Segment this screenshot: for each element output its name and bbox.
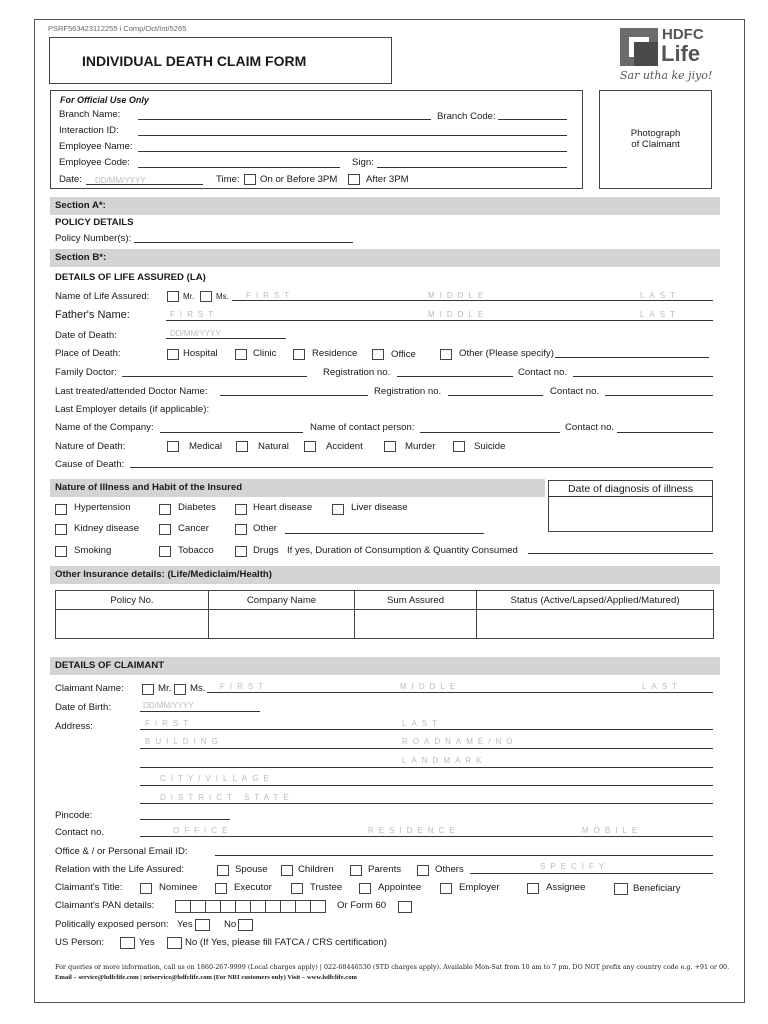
appointee-label: Appointee: [378, 882, 422, 893]
suicide-label: Suicide: [474, 441, 506, 452]
pan-box[interactable]: [265, 900, 280, 913]
clinic-checkbox[interactable]: [235, 349, 247, 360]
us-person-label: US Person:: [55, 937, 105, 948]
before-3pm-label: On or Before 3PM: [260, 174, 338, 185]
employee-code-label: Employee Code:: [59, 157, 130, 168]
contact-office-ph: OFFICE: [173, 826, 233, 835]
claimant-name-field[interactable]: [207, 692, 713, 693]
address-line-2[interactable]: [140, 748, 713, 749]
drugs-checkbox[interactable]: [235, 546, 247, 557]
other-place-field[interactable]: [555, 357, 709, 358]
claimant-mr-label: Mr.: [158, 683, 172, 694]
executor-checkbox[interactable]: [215, 883, 227, 894]
la-ms-label: Ms.: [216, 292, 229, 301]
interaction-id-field[interactable]: [138, 135, 567, 136]
insurance-bar: [50, 566, 720, 584]
spouse-label: Spouse: [235, 864, 268, 875]
pan-boxes: [175, 900, 326, 913]
company-contact-label: Contact no.: [565, 422, 615, 433]
claimant-dob-field[interactable]: [140, 711, 260, 712]
employee-code-field[interactable]: [138, 167, 340, 168]
landmark-ph: LANDMARK: [402, 756, 487, 765]
employee-name-field[interactable]: [138, 151, 567, 152]
pan-box[interactable]: [235, 900, 250, 913]
section-a-bar: [50, 197, 720, 215]
footer-contact: For queries or more information, call us on 1860-267-9999 (Local charges apply) | 022-68446530 (STD charges apply). Available Mon-Sat from 10 am to 7 pm. DO NOT prefix any country code e.g. +91 or 00.: [55, 963, 730, 971]
road-ph: ROADNAME/NO: [402, 737, 518, 746]
section-a-title: Section A*:: [55, 200, 106, 211]
father-last-ph: LAST: [640, 310, 681, 319]
address-line-5[interactable]: [140, 803, 713, 804]
smoking-label: Smoking: [74, 545, 112, 556]
policy-no-cell[interactable]: [56, 610, 209, 639]
official-heading: For Official Use Only: [60, 95, 149, 105]
form-title: INDIVIDUAL DEATH CLAIM FORM: [82, 53, 307, 69]
hospital-checkbox[interactable]: [167, 349, 179, 360]
contact-residence-ph: RESIDENCE: [368, 826, 460, 835]
us-yes-label: Yes: [139, 937, 155, 948]
pan-box[interactable]: [250, 900, 265, 913]
specify-ph: SPECIFY: [540, 862, 610, 871]
other-illness-label: Other: [253, 523, 277, 534]
employer-label: Employer: [459, 882, 500, 893]
contact-person-label: Name of contact person:: [310, 422, 415, 433]
residence-checkbox[interactable]: [293, 349, 305, 360]
kidney-checkbox[interactable]: [55, 524, 67, 535]
duration-field[interactable]: [528, 553, 713, 554]
life-assured-heading: DETAILS OF LIFE ASSURED (LA): [55, 272, 206, 283]
pan-box[interactable]: [280, 900, 295, 913]
address-line-3[interactable]: [140, 767, 713, 768]
city-ph: CITY/VILLAGE: [160, 774, 274, 783]
assignee-label: Assignee: [546, 882, 586, 893]
claimant-last-ph: LAST: [642, 682, 683, 691]
district-ph: DISTRICT STATE: [160, 793, 294, 802]
col-status: Status (Active/Lapsed/Applied/Matured): [477, 591, 714, 610]
address-line-4[interactable]: [140, 785, 713, 786]
employer-label: Last Employer details (if applicable):: [55, 404, 210, 415]
pan-box[interactable]: [205, 900, 220, 913]
building-ph: BUILDING: [145, 737, 223, 746]
before-3pm-checkbox[interactable]: [244, 174, 256, 185]
other-illness-checkbox[interactable]: [235, 524, 247, 535]
pan-box[interactable]: [190, 900, 205, 913]
dod-label: Date of Death:: [55, 330, 117, 341]
claimant-dob-placeholder: DD/MM/YYYY: [143, 701, 194, 710]
suicide-checkbox[interactable]: [453, 441, 465, 452]
photo-label-2: of Claimant: [631, 139, 680, 150]
after-3pm-checkbox[interactable]: [348, 174, 360, 185]
last-doctor-field[interactable]: [220, 395, 368, 396]
contact-mobile-ph: MOBILE: [582, 826, 643, 835]
after-3pm-label: After 3PM: [366, 174, 409, 185]
assignee-checkbox[interactable]: [527, 883, 539, 894]
relation-label: Relation with the Life Assured:: [55, 864, 185, 875]
claimant-mr-checkbox[interactable]: [142, 684, 154, 695]
la-name-field[interactable]: [232, 300, 713, 301]
pep-no-label: No: [224, 919, 237, 930]
addr-last-ph: LAST: [402, 719, 443, 728]
insurance-title: Other Insurance details: (Life/Mediclaim/Health): [55, 569, 272, 580]
heart-label: Heart disease: [253, 502, 313, 513]
employee-name-label: Employee Name:: [59, 141, 133, 152]
father-name-field[interactable]: [166, 320, 713, 321]
children-checkbox[interactable]: [281, 865, 293, 876]
cancer-label: Cancer: [178, 523, 209, 534]
father-middle-ph: MIDDLE: [428, 310, 489, 319]
others-checkbox[interactable]: [417, 865, 429, 876]
father-first-ph: FIRST: [170, 310, 219, 319]
col-company-name: Company Name: [209, 591, 355, 610]
official-date-placeholder: DD/MM/YYYY: [95, 176, 146, 185]
natural-checkbox[interactable]: [236, 441, 248, 452]
interaction-id-label: Interaction ID:: [59, 125, 119, 136]
pod-label: Place of Death:: [55, 348, 121, 359]
hospital-label: Hospital: [183, 348, 218, 359]
appointee-checkbox[interactable]: [359, 883, 371, 894]
claimant-middle-ph: MIDDLE: [400, 682, 461, 691]
fd-registration-field[interactable]: [397, 376, 513, 377]
ld-registration-field[interactable]: [448, 395, 543, 396]
cause-field[interactable]: [130, 467, 713, 468]
clinic-label: Clinic: [253, 348, 277, 359]
la-mr-label: Mr.: [183, 292, 195, 301]
tobacco-checkbox[interactable]: [159, 546, 171, 557]
pincode-field[interactable]: [140, 819, 230, 820]
la-name-label: Name of Life Assured:: [55, 291, 150, 302]
sum-assured-cell[interactable]: [355, 610, 477, 639]
contact-field[interactable]: [140, 836, 713, 837]
pan-label: Claimant's PAN details:: [55, 900, 155, 911]
pep-yes-checkbox[interactable]: [195, 919, 210, 931]
pep-no-checkbox[interactable]: [238, 919, 253, 931]
logo-square-icon: [620, 28, 658, 66]
photo-label-1: Photograph: [630, 128, 681, 139]
claimant-ms-label: Ms.: [190, 683, 206, 694]
beneficiary-label: Beneficiary: [633, 883, 681, 894]
policy-number-label: Policy Number(s):: [55, 233, 132, 244]
dod-field[interactable]: [166, 338, 286, 339]
cancer-checkbox[interactable]: [159, 524, 171, 535]
illness-bar: [50, 479, 545, 497]
natural-label: Natural: [258, 441, 289, 452]
diagnosis-divider: [548, 496, 713, 497]
claimant-dob-label: Date of Birth:: [55, 702, 111, 713]
us-yes-checkbox[interactable]: [120, 937, 135, 949]
email-label: Office & / or Personal Email ID:: [55, 846, 188, 857]
other-place-checkbox[interactable]: [440, 349, 452, 360]
kidney-label: Kidney disease: [74, 523, 140, 534]
dod-placeholder: DD/MM/YYYY: [170, 329, 221, 338]
trustee-label: Trustee: [310, 882, 343, 893]
others-label: Others: [435, 864, 464, 875]
company-contact-field[interactable]: [617, 432, 713, 433]
heart-checkbox[interactable]: [235, 504, 247, 515]
diabetes-label: Diabetes: [178, 502, 216, 513]
ld-registration-label: Registration no.: [374, 386, 442, 397]
pep-label: Politically exposed person:: [55, 919, 169, 930]
accident-checkbox[interactable]: [304, 441, 316, 452]
addr-first-ph: FIRST: [145, 719, 194, 728]
pan-box[interactable]: [175, 900, 190, 913]
cause-label: Cause of Death:: [55, 459, 125, 470]
medical-checkbox[interactable]: [167, 441, 179, 452]
last-doctor-label: Last treated/attended Doctor Name:: [55, 386, 208, 397]
logo-tagline: Sar utha ke jiyo!: [620, 69, 713, 82]
father-name-label: Father's Name:: [55, 309, 130, 321]
other-illness-field[interactable]: [285, 533, 484, 534]
medical-label: Medical: [189, 441, 223, 452]
time-label: Time:: [216, 174, 240, 185]
nature-label: Nature of Death:: [55, 441, 126, 452]
company-name-cell[interactable]: [209, 610, 355, 639]
policy-details-heading: POLICY DETAILS: [55, 217, 134, 228]
pan-box[interactable]: [295, 900, 310, 913]
section-b-bar: [50, 249, 720, 267]
smoking-checkbox[interactable]: [55, 546, 67, 557]
claimant-ms-checkbox[interactable]: [174, 684, 186, 695]
la-ms-checkbox[interactable]: [200, 291, 212, 302]
trustee-checkbox[interactable]: [291, 883, 303, 894]
spouse-checkbox[interactable]: [217, 865, 229, 876]
email-field[interactable]: [215, 855, 713, 856]
footer-email: Email – service@hdfclife.com | nriservice@hdfclife.com (For NRI customers only) Visit – www.hdfclife.com: [55, 974, 358, 981]
murder-label: Murder: [405, 441, 436, 452]
employer-checkbox[interactable]: [440, 883, 452, 894]
contact-label: Contact no.: [55, 827, 105, 838]
us-no-label: No (If Yes, please fill FATCA / CRS certification): [185, 937, 387, 948]
logo-life: Life: [661, 41, 701, 66]
beneficiary-checkbox[interactable]: [614, 883, 628, 895]
residence-label: Residence: [312, 348, 358, 359]
office-checkbox[interactable]: [372, 349, 384, 360]
office-label: Office: [391, 349, 416, 360]
parents-label: Parents: [368, 864, 402, 875]
illness-title: Nature of Illness and Habit of the Insured: [55, 482, 243, 493]
la-mr-checkbox[interactable]: [167, 291, 179, 302]
diagnosis-label: Date of diagnosis of illness: [568, 483, 693, 495]
status-cell[interactable]: [477, 610, 714, 639]
address-label: Address:: [55, 721, 93, 732]
relation-specify-field[interactable]: [470, 873, 713, 874]
nominee-label: Nominee: [159, 882, 198, 893]
contact-person-field[interactable]: [420, 432, 560, 433]
other-place-label: Other (Please specify): [459, 348, 554, 359]
pincode-label: Pincode:: [55, 810, 93, 821]
title-label: Claimant's Title:: [55, 882, 123, 893]
logo-hdfc: HDFC: [662, 26, 704, 43]
ld-contact-field[interactable]: [605, 395, 713, 396]
la-middle-ph: MIDDLE: [428, 291, 489, 300]
company-field[interactable]: [160, 432, 303, 433]
tobacco-label: Tobacco: [178, 545, 214, 556]
form60-checkbox[interactable]: [398, 901, 412, 913]
branch-name-label: Branch Name:: [59, 109, 121, 120]
ld-contact-label: Contact no.: [550, 386, 600, 397]
la-last-ph: LAST: [640, 291, 681, 300]
policy-number-field[interactable]: [134, 242, 353, 243]
family-doctor-label: Family Doctor:: [55, 367, 117, 378]
title-box: [49, 37, 392, 84]
fd-contact-label: Contact no.: [518, 367, 568, 378]
branch-name-field[interactable]: [138, 119, 431, 120]
official-date-label: Date:: [59, 174, 82, 185]
pan-box[interactable]: [220, 900, 235, 913]
form-code: PSRF563423112255 i Comp/Oct/Int/5265: [48, 24, 187, 33]
liver-checkbox[interactable]: [332, 504, 344, 515]
section-b-title: Section B*:: [55, 252, 107, 263]
col-policy-no: Policy No.: [56, 591, 209, 610]
claimant-bar: [50, 657, 720, 675]
pep-yes-label: Yes: [177, 919, 193, 930]
branch-code-field[interactable]: [498, 119, 567, 120]
executor-label: Executor: [234, 882, 272, 893]
insurance-table: [55, 590, 714, 639]
insurance-row: [56, 610, 714, 639]
company-label: Name of the Company:: [55, 422, 154, 433]
liver-label: Liver disease: [351, 502, 408, 513]
us-no-checkbox[interactable]: [167, 937, 182, 949]
duration-label: If yes, Duration of Consumption & Quantity Consumed: [287, 545, 518, 556]
drugs-label: Drugs: [253, 545, 279, 556]
sign-field[interactable]: [377, 167, 567, 168]
hypertension-label: Hypertension: [74, 502, 131, 513]
insurance-header-row: [56, 591, 714, 610]
parents-checkbox[interactable]: [350, 865, 362, 876]
address-line-1[interactable]: [140, 729, 713, 730]
murder-checkbox[interactable]: [384, 441, 396, 452]
form60-label: Or Form 60: [337, 900, 387, 911]
claimant-title: DETAILS OF CLAIMANT: [55, 660, 165, 671]
fd-registration-label: Registration no.: [323, 367, 391, 378]
family-doctor-field[interactable]: [122, 376, 307, 377]
pan-box[interactable]: [310, 900, 326, 913]
children-label: Children: [298, 864, 334, 875]
la-first-ph: FIRST: [246, 291, 295, 300]
diabetes-checkbox[interactable]: [159, 504, 171, 515]
accident-label: Accident: [326, 441, 363, 452]
branch-code-label: Branch Code:: [437, 111, 496, 122]
hypertension-checkbox[interactable]: [55, 504, 67, 515]
fd-contact-field[interactable]: [573, 376, 713, 377]
nominee-checkbox[interactable]: [140, 883, 152, 894]
claimant-name-label: Claimant Name:: [55, 683, 124, 694]
col-sum-assured: Sum Assured: [355, 591, 477, 610]
sign-label: Sign:: [352, 157, 374, 168]
claimant-first-ph: FIRST: [220, 682, 269, 691]
